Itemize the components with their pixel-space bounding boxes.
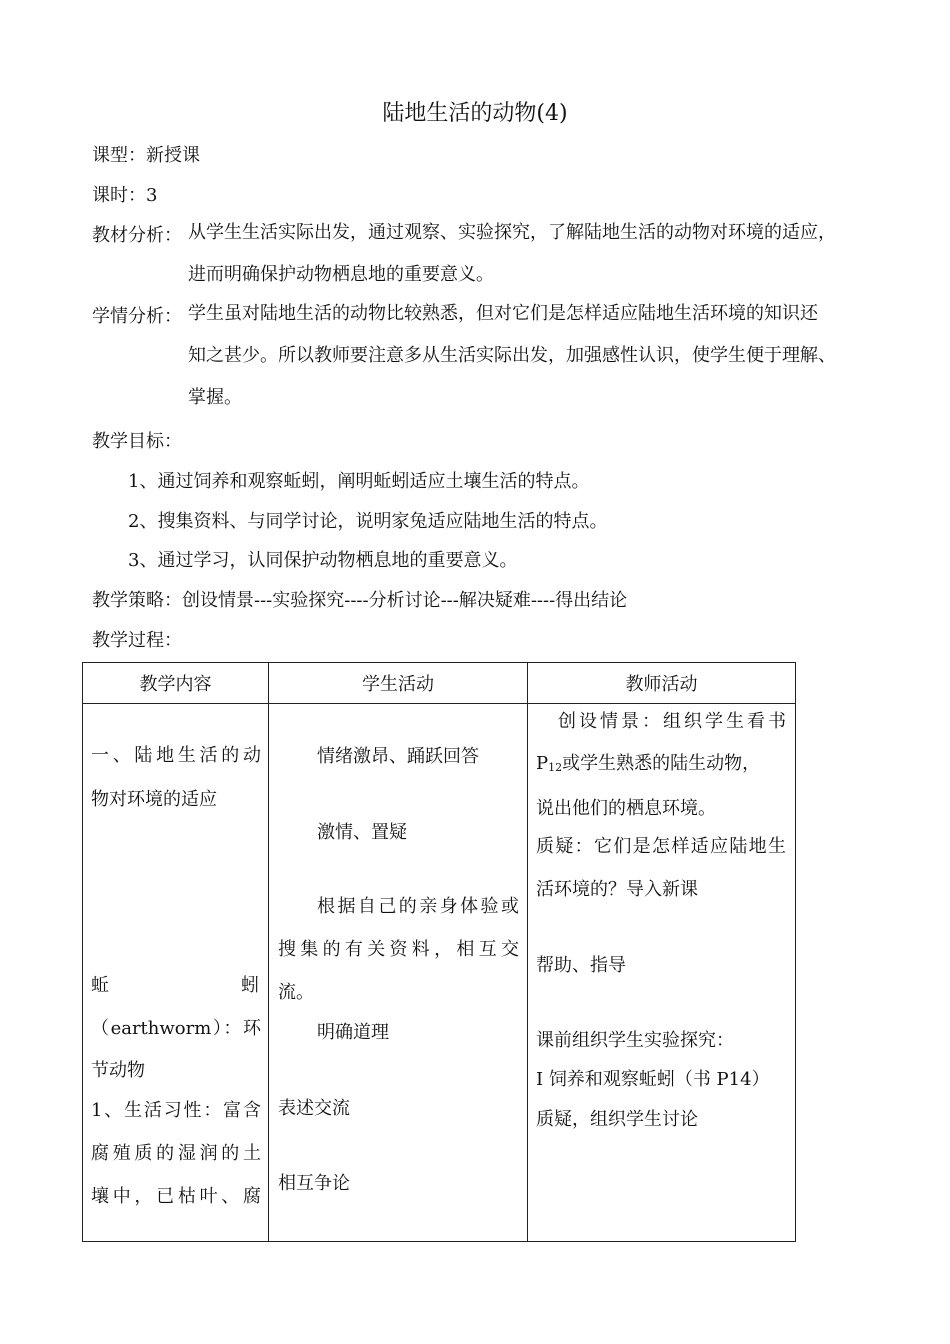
- teacher-line: 创设情景：组织学生看书: [558, 711, 786, 732]
- teacher-page-ref: P: [536, 753, 549, 774]
- objective-item: 2、搜集资料、与同学讨论，说明家兔适应陆地生活的特点。: [128, 511, 608, 532]
- teacher-line: [536, 749, 760, 775]
- student-analysis-line: 知之甚少。所以教师要注意多从生活实际出发，加强感性认识，使学生便于理解、: [188, 345, 836, 366]
- process-table: [82, 662, 796, 1242]
- hours-line: [92, 181, 157, 207]
- document-title: 陆地生活的动物(4): [382, 101, 568, 126]
- student-analysis-line: 学生虽对陆地生活的动物比较熟悉，但对它们是怎样适应陆地生活环境的知识还: [188, 303, 818, 324]
- student-analysis-text: [188, 293, 878, 419]
- student-line: 明确道理: [317, 1022, 389, 1043]
- student-line: 流。: [278, 982, 314, 1003]
- process-label: 教学过程：: [92, 630, 182, 651]
- objectives-label: 教学目标：: [92, 431, 182, 452]
- teacher-line-rest: 或学生熟悉的陆生动物，: [562, 753, 761, 774]
- strategy-label: 教学策略：: [92, 590, 182, 611]
- content-line: 腐殖质的湿润的土: [91, 1143, 261, 1164]
- student-analysis-label: 学情分析：: [92, 306, 182, 327]
- content-line: 壤中，已枯叶、腐: [91, 1186, 261, 1207]
- student-line: 根据自己的亲身体验或: [317, 896, 519, 917]
- student-line: 情绪激昂、踊跃回答: [317, 746, 479, 767]
- student-analysis-line: 掌握。: [188, 387, 242, 408]
- teacher-line: 说出他们的栖息环境。: [536, 798, 716, 819]
- teacher-page-ref-sub: 12: [548, 761, 563, 774]
- strategy-value: 创设情景---实验探究----分析讨论---解决疑难----得出结论: [182, 590, 628, 611]
- course-type-label: 课型：: [92, 145, 146, 166]
- table-header-row: [83, 663, 796, 704]
- content-line: 1、生活习性：富含: [91, 1100, 261, 1121]
- material-analysis-label: 教材分析：: [92, 225, 182, 246]
- content-line: 物对环境的适应: [91, 789, 217, 810]
- cell-student-activity: [269, 704, 528, 1242]
- objective-item: 3、通过学习，认同保护动物栖息地的重要意义。: [128, 550, 518, 571]
- teacher-line: 活环境的？导入新课: [536, 879, 698, 900]
- student-line: 激情、置疑: [317, 822, 407, 843]
- material-analysis-text: [188, 212, 878, 296]
- content-line: 一、陆地生活的动: [91, 745, 261, 766]
- hours-label: 课时：: [92, 185, 146, 206]
- student-line: 搜集的有关资料，相互交: [278, 939, 519, 960]
- content-line: 蚓: [241, 975, 259, 996]
- teacher-line: 质疑：它们是怎样适应陆地生: [536, 836, 786, 857]
- content-line: 蚯: [91, 975, 109, 996]
- course-type-line: [92, 141, 200, 167]
- teacher-line: Ⅰ 饲养和观察蚯蚓（书 P14）: [536, 1069, 770, 1090]
- content-line: 节动物: [91, 1060, 145, 1081]
- student-line: 表述交流: [278, 1098, 350, 1119]
- course-type-value: 新授课: [146, 145, 200, 166]
- cell-teaching-content: [83, 704, 269, 1242]
- hours-value: 3: [146, 185, 158, 206]
- teacher-line: 课前组织学生实验探究：: [536, 1030, 734, 1051]
- header-student-activity: 学生活动: [269, 663, 528, 704]
- material-analysis-line: 从学生生活实际出发，通过观察、实验探究，了解陆地生活的动物对环境的适应，: [188, 222, 836, 243]
- student-line: 相互争论: [278, 1173, 350, 1194]
- header-teaching-content: 教学内容: [83, 663, 269, 704]
- header-teacher-activity: 教师活动: [528, 663, 796, 704]
- strategy-line: [92, 586, 627, 612]
- material-analysis-line: 进而明确保护动物栖息地的重要意义。: [188, 264, 494, 285]
- content-line: （earthworm）：环: [91, 1018, 261, 1039]
- teacher-line: 帮助、指导: [536, 955, 626, 976]
- teacher-line: 质疑，组织学生讨论: [536, 1109, 698, 1130]
- table-row: [83, 704, 796, 1242]
- cell-teacher-activity: [528, 704, 796, 1242]
- objective-item: 1、通过饲养和观察蚯蚓，阐明蚯蚓适应土壤生活的特点。: [128, 471, 590, 492]
